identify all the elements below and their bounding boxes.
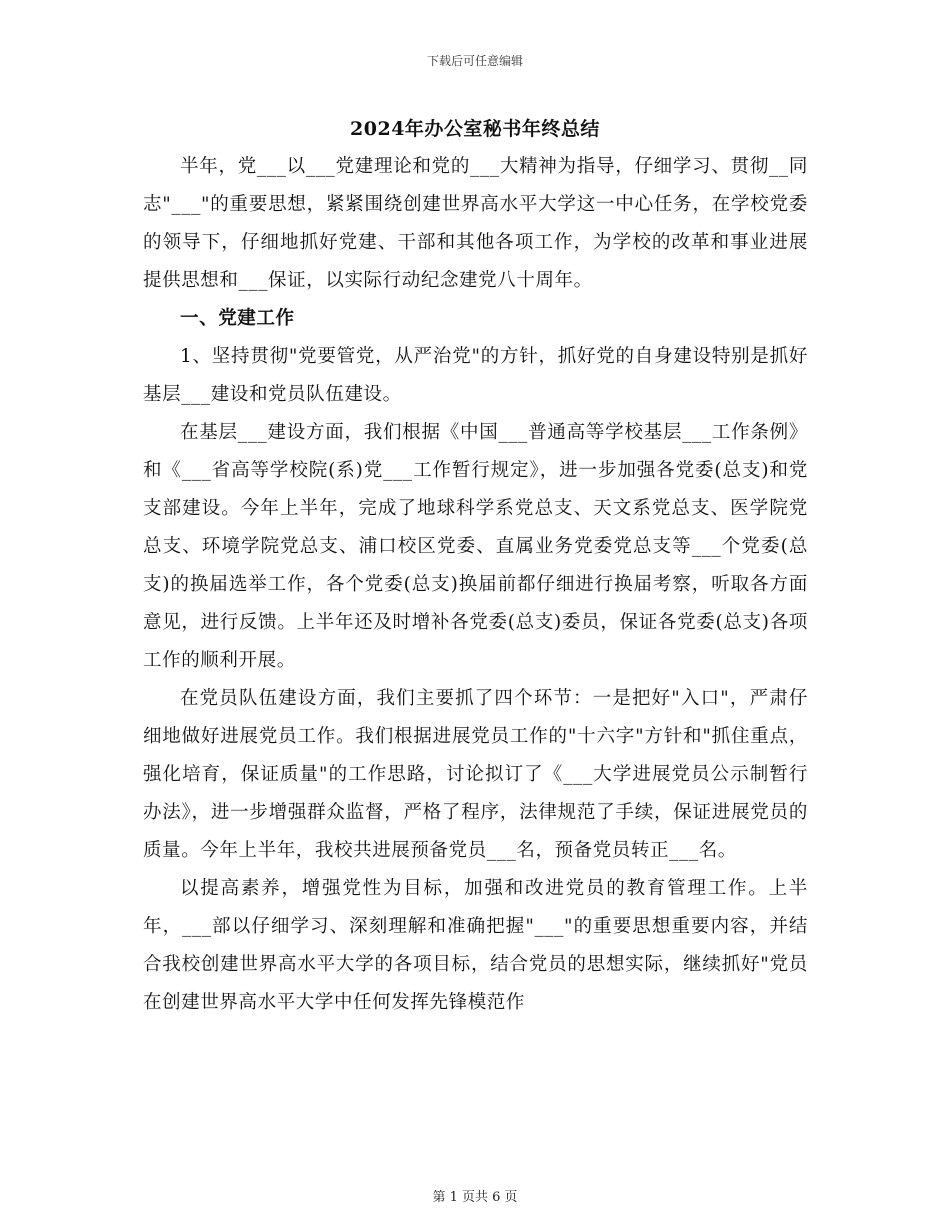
header-note: 下载后可任意编辑 [426, 54, 523, 68]
document-body [143, 148, 808, 1022]
paragraph-member-team-building: 在党员队伍建设方面，我们主要抓了四个环节：一是把好"入口"，严肃仔细地做好进展党员工作。我们根据进展党员工作的"十六字"方针和"抓住重点，强化培育，保证质量"的工作思路，讨论拟订了《___大学进展党员公示制暂行办法》，进一步增强群众监督，严格了程序，法律规范了手续，保证进展党员的质量。今年上半年，我校共进展预备党员___名，预备党员转正___名。 [143, 688, 808, 861]
page-number: 第 1 页共 6 页 [432, 1190, 518, 1205]
intro-paragraph: 半年，党___以___党建理论和党的___大精神为指导，仔细学习、贯彻__同志"___"的重要思想，紧紧围绕创建世界高水平大学这一中心任务，在学校党委的领导下，仔细地抓好党建、干部和其他各项工作，为学校的改革和事业进展提供思想和___保证，以实际行动纪念建党八十周年。 [143, 156, 808, 291]
document-title: 2024年办公室秘书年终总结 [350, 118, 600, 140]
section-heading-party-building: 一、党建工作 [180, 308, 295, 329]
paragraph-member-education: 以提高素养，增强党性为目标，加强和改进党员的教育管理工作。上半年，___部以仔细学习、深刻理解和准确把握"___"的重要思想重要内容，并结合我校创建世界高水平大学的各项目标，结合党员的思想实际，继续抓好"党员在创建世界高水平大学中任何发挥先锋模范作 [143, 878, 808, 1013]
paragraph-grassroots-building: 在基层___建设方面，我们根据《中国___普通高等学校基层___工作条例》和《___省高等学校院(系)党___工作暂行规定》，进一步加强各党委(总支)和党支部建设。今年上半年，完成了地球科学系党总支、天文系党总支、医学院党总支、环境学院党总支、浦口校区党委、直属业务党委党总支等___个党委(总支)的换届选举工作，各个党委(总支)换届前都仔细进行换届考察，听取各方面意见，进行反馈。上半年还及时增补各党委(总支)委员，保证各党委(总支)各项工作的顺利开展。 [143, 422, 808, 671]
paragraph-item-1: 1、坚持贯彻"党要管党，从严治党"的方针，抓好党的自身建设特别是抓好基层___建设和党员队伍建设。 [143, 346, 808, 405]
